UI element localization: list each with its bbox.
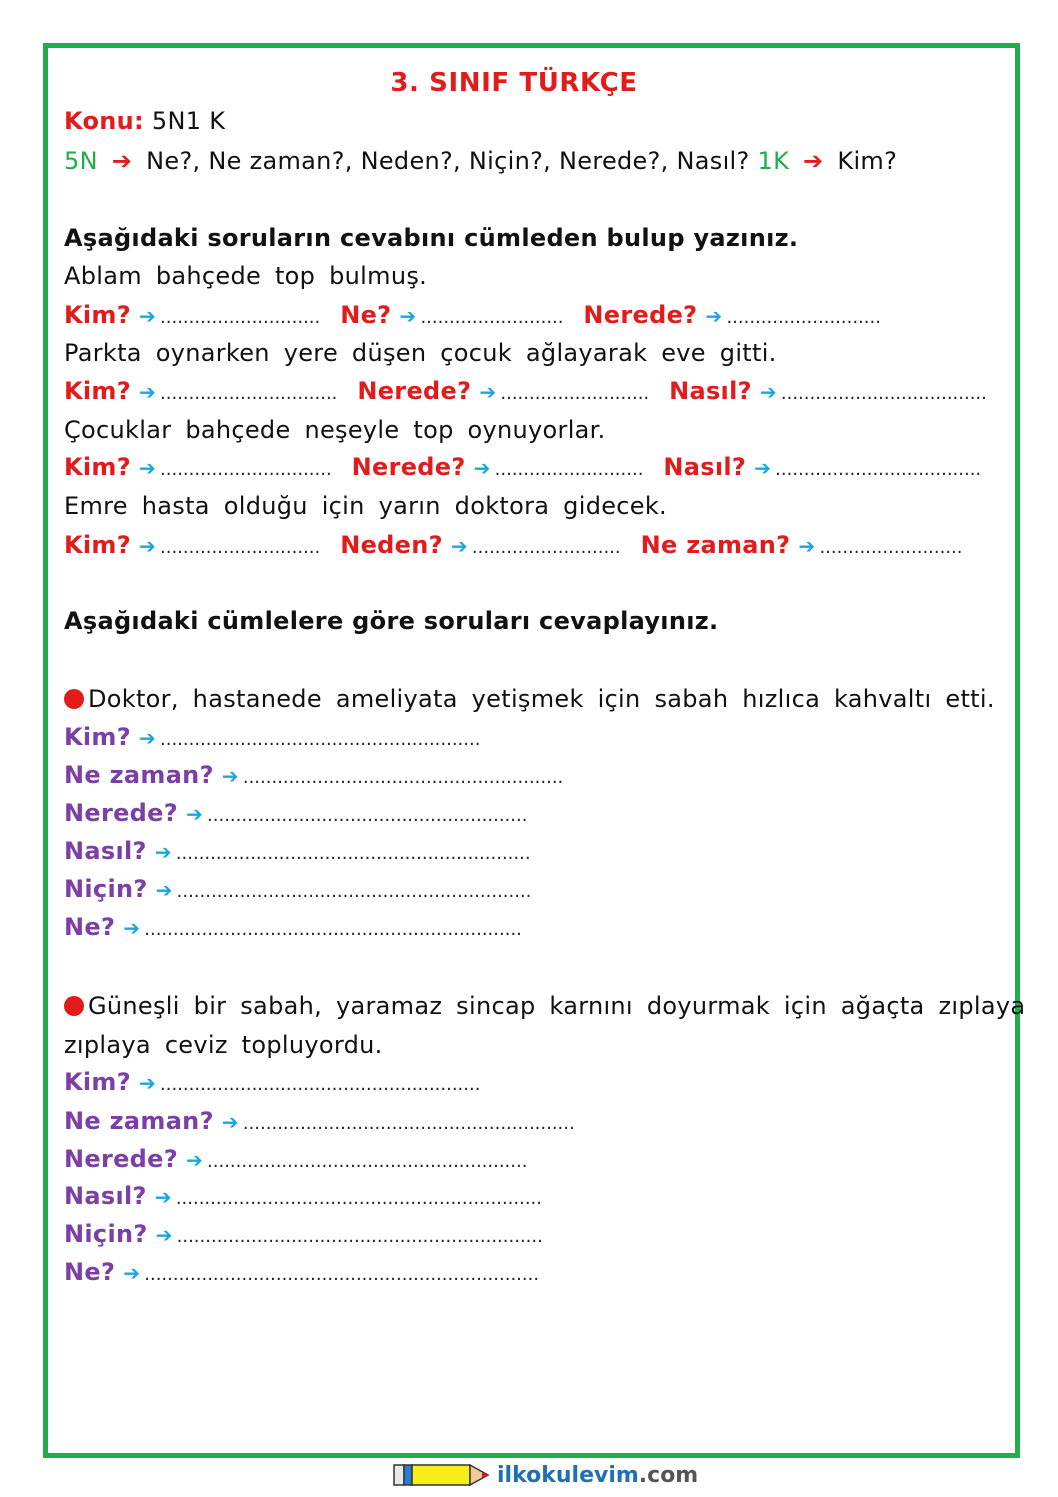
- section2-heading: Aşağıdaki cümlelere göre soruları cevaplayınız.: [64, 607, 719, 635]
- answer-blank[interactable]: ........................................................: [207, 1151, 528, 1172]
- five-n-label: 5N: [64, 147, 98, 175]
- answer-blank[interactable]: ..................................................................: [144, 919, 522, 940]
- one-k-label: 1K: [757, 147, 790, 175]
- question-label: Nerede?: [64, 1145, 178, 1173]
- topic-line: [64, 106, 225, 136]
- arrow-icon: ➔: [155, 1223, 173, 1247]
- question-row: [64, 798, 527, 831]
- arrow-icon: ➔: [154, 840, 172, 864]
- answer-blank[interactable]: ....................................: [775, 459, 982, 480]
- legend-line: [64, 146, 897, 176]
- paragraph-1-text: Doktor, hastanede ameliyata yetişmek için sabah hızlıca kahvaltı etti.: [88, 685, 995, 713]
- question-row: [64, 1181, 542, 1214]
- arrow-icon: ➔: [138, 1071, 157, 1095]
- answer-blank[interactable]: ..............................: [160, 459, 332, 480]
- paragraph-2-text-line1: Güneşli bir sabah, yaramaz sincap karnını doyurmak için ağaçta zıplaya: [88, 992, 1026, 1020]
- paragraph-1: [64, 684, 995, 714]
- arrow-icon: ➔: [138, 534, 157, 558]
- red-arrow-icon: ➔: [803, 147, 824, 175]
- question-row: [64, 1067, 480, 1100]
- arrow-icon: ➔: [138, 380, 157, 404]
- arrow-icon: ➔: [759, 380, 777, 404]
- question-label: Kim?: [64, 723, 131, 751]
- answer-blank[interactable]: ........................................................: [160, 1074, 481, 1095]
- one-k-text: Kim?: [837, 147, 898, 175]
- question-label: Kim?: [64, 531, 131, 559]
- answer-blank[interactable]: ..........................................................: [242, 1113, 575, 1134]
- footer-logo[interactable]: [393, 1457, 698, 1493]
- question-label: Kim?: [64, 377, 131, 405]
- question-row: [64, 452, 981, 485]
- question-label: Nasıl?: [64, 1182, 147, 1210]
- question-label: Neden?: [340, 531, 443, 559]
- five-n-text: Ne?, Ne zaman?, Neden?, Niçin?, Nerede?, Nasıl?: [146, 147, 750, 175]
- answer-blank[interactable]: ........................................................: [242, 767, 564, 788]
- arrow-icon: ➔: [154, 1185, 172, 1209]
- answer-blank[interactable]: .........................: [420, 307, 564, 328]
- answer-blank[interactable]: ........................................................: [160, 729, 481, 750]
- arrow-icon: ➔: [705, 304, 723, 328]
- question-row: [64, 722, 480, 755]
- red-arrow-icon: ➔: [111, 147, 133, 175]
- exercise-sentence: Emre hasta olduğu için yarın doktora gidecek.: [64, 492, 667, 520]
- arrow-icon: ➔: [138, 726, 157, 750]
- question-row: [64, 300, 881, 333]
- topic-value: 5N1 K: [151, 107, 226, 135]
- arrow-icon: ➔: [221, 764, 239, 788]
- answer-blank[interactable]: ...........................: [726, 307, 881, 328]
- question-label: Kim?: [64, 453, 131, 481]
- paragraph-2-text-line2: zıplaya ceviz topluyordu.: [64, 1031, 383, 1059]
- question-row: [64, 874, 531, 907]
- question-label: Niçin?: [64, 1220, 148, 1248]
- question-row: [64, 376, 987, 409]
- arrow-icon: ➔: [123, 916, 141, 940]
- question-row: [64, 760, 563, 793]
- arrow-icon: ➔: [221, 1110, 239, 1134]
- arrow-icon: ➔: [185, 1148, 204, 1172]
- arrow-icon: ➔: [138, 304, 157, 328]
- answer-blank[interactable]: ....................................: [780, 383, 987, 404]
- question-label: Kim?: [64, 301, 131, 329]
- question-row: [64, 1144, 527, 1177]
- arrow-icon: ➔: [123, 1261, 141, 1285]
- question-label: Ne?: [340, 301, 392, 329]
- question-label: Nasıl?: [663, 453, 747, 481]
- site-name: ilkokulevim.com: [497, 1462, 699, 1488]
- arrow-icon: ➔: [399, 304, 417, 328]
- question-label: Nerede?: [357, 377, 472, 405]
- answer-blank[interactable]: ..........................: [471, 537, 621, 558]
- answer-blank[interactable]: ............................: [160, 307, 321, 328]
- answer-blank[interactable]: ..............................................................: [175, 843, 531, 864]
- answer-blank[interactable]: .........................: [819, 537, 963, 558]
- question-row: [64, 1106, 575, 1139]
- question-label: Niçin?: [64, 875, 148, 903]
- arrow-icon: ➔: [473, 456, 491, 480]
- arrow-icon: ➔: [450, 534, 468, 558]
- answer-blank[interactable]: ...............................: [160, 383, 338, 404]
- question-label: Ne?: [64, 913, 116, 941]
- answer-blank[interactable]: ..............................................................: [176, 881, 532, 902]
- question-row: [64, 1219, 543, 1252]
- bullet-icon: [64, 689, 84, 709]
- question-label: Nerede?: [583, 301, 698, 329]
- section1-heading: Aşağıdaki soruların cevabını cümleden bulup yazınız.: [64, 224, 799, 252]
- question-row: [64, 912, 522, 945]
- answer-blank[interactable]: ........................................................: [207, 805, 528, 826]
- question-row: [64, 530, 963, 563]
- question-row: [64, 836, 531, 869]
- exercise-sentence: Parkta oynarken yere düşen çocuk ağlayarak eve gitti.: [64, 339, 777, 367]
- arrow-icon: ➔: [185, 802, 204, 826]
- question-row: [64, 1257, 539, 1290]
- pencil-icon: [393, 1462, 493, 1488]
- exercise-sentence: Çocuklar bahçede neşeyle top oynuyorlar.: [64, 416, 606, 444]
- answer-blank[interactable]: .....................................................................: [144, 1264, 540, 1285]
- question-label: Nasıl?: [669, 377, 752, 405]
- question-label: Ne?: [64, 1258, 116, 1286]
- question-label: Ne zaman?: [64, 1107, 214, 1135]
- answer-blank[interactable]: ..........................: [500, 383, 650, 404]
- question-label: Kim?: [64, 1068, 131, 1096]
- exercise-sentence: Ablam bahçede top bulmuş.: [64, 262, 428, 290]
- arrow-icon: ➔: [754, 456, 772, 480]
- topic-label: Konu:: [64, 107, 144, 135]
- answer-blank[interactable]: ............................: [160, 537, 321, 558]
- question-label: Ne zaman?: [64, 761, 214, 789]
- question-label: Nerede?: [64, 799, 178, 827]
- question-label: Nerede?: [351, 453, 466, 481]
- bullet-icon: [64, 996, 84, 1016]
- page-title: 3. SINIF TÜRKÇE: [390, 68, 638, 98]
- arrow-icon: ➔: [479, 380, 497, 404]
- answer-blank[interactable]: ..........................: [494, 459, 644, 480]
- arrow-icon: ➔: [798, 534, 816, 558]
- arrow-icon: ➔: [138, 456, 157, 480]
- question-label: Nasıl?: [64, 837, 147, 865]
- answer-blank[interactable]: ................................................................: [175, 1188, 542, 1209]
- paragraph-2: [64, 991, 1025, 1021]
- answer-blank[interactable]: ................................................................: [176, 1226, 543, 1247]
- arrow-icon: ➔: [155, 878, 173, 902]
- question-label: Ne zaman?: [640, 531, 791, 559]
